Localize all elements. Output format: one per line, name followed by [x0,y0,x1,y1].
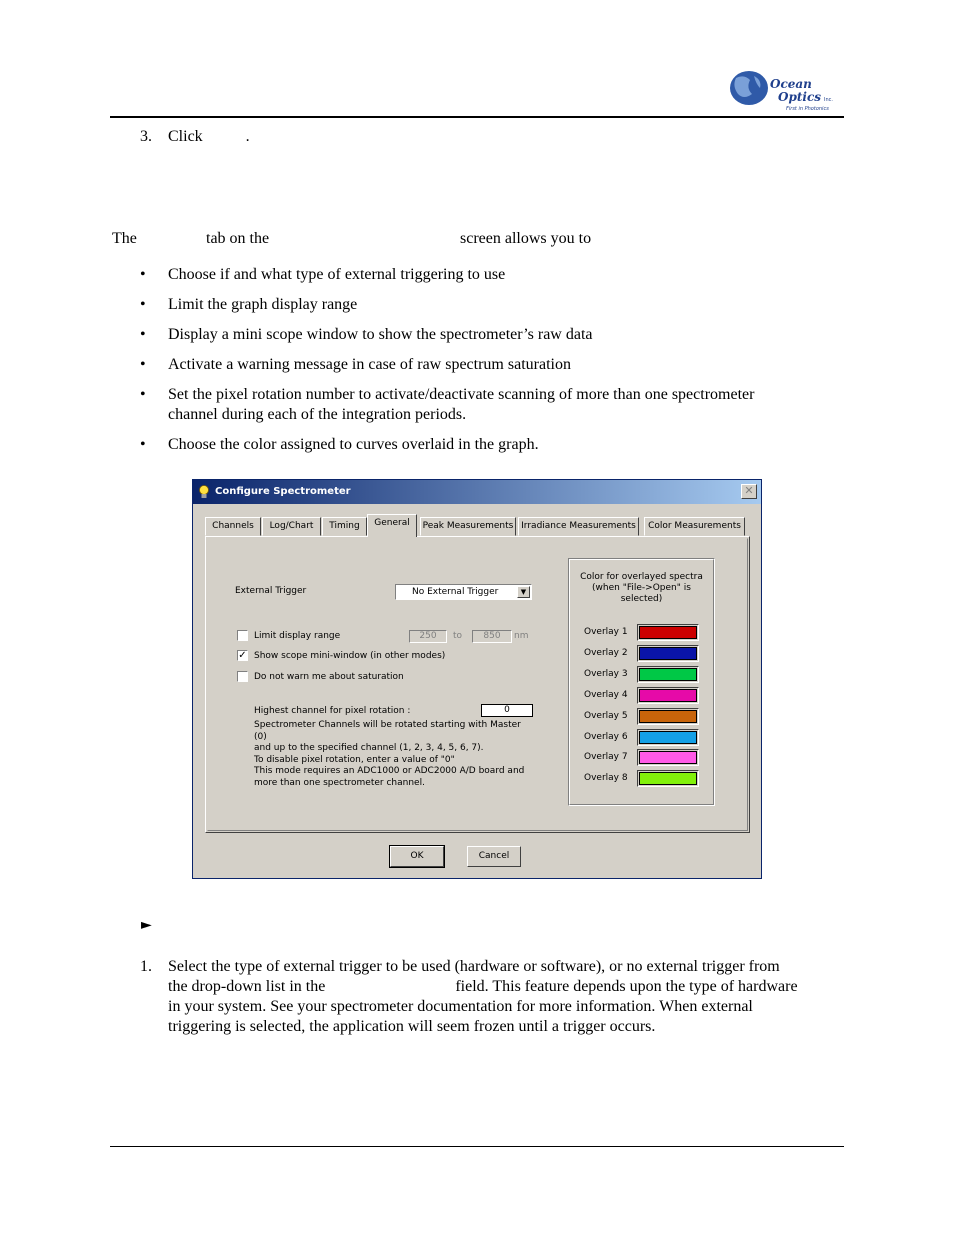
external-trigger-label: External Trigger [235,586,307,596]
note-line: Spectrometer Channels will be rotated starting with Master (0) [254,720,521,742]
overlay-5-color-fill [639,710,697,723]
dialog-title: Configure Spectrometer [215,486,351,497]
pixel-rotation-field[interactable]: 0 [481,704,533,717]
intro-word-2: tab on the [206,230,270,247]
intro-word-1: The [112,230,137,247]
close-icon: ✕ [744,484,754,497]
overlay-group-title-line: Color for overlayed spectra [580,572,703,582]
step-text-line: in your system. See your spectrometer documentation for more information. When external [168,998,753,1015]
list-item: • Display a mini scope window to show the spectrometer’s raw data [140,325,840,345]
step-text: Click [168,128,203,145]
step-text-part: field. This feature depends upon the type of hardware [455,978,798,995]
no-warn-saturation-checkbox[interactable] [237,671,248,682]
overlay-color-group [568,558,715,806]
cancel-button[interactable]: Cancel [467,846,521,867]
overlay-1-color-fill [639,626,697,639]
overlay-2-color-fill [639,647,697,660]
overlay-3-label: Overlay 3 [584,668,628,679]
chevron-down-icon[interactable]: ▼ [517,586,530,598]
footer-rule [110,1146,844,1147]
overlay-8-color-fill [639,772,697,785]
overlay-8-label: Overlay 8 [584,773,628,784]
step-text-part: the drop-down list in the [168,978,326,995]
list-item: • Set the pixel rotation number to activate/deactivate scanning of more than one spectrometer channel during each of the integration periods. [140,385,800,425]
range-to-label: to [453,631,463,641]
limit-display-range-checkbox[interactable] [237,630,248,641]
range-to-field[interactable]: 850 [472,630,512,643]
note-line: and up to the specified channel (1, 2, 3, 4, 5, 6, 7). [254,743,484,753]
overlay-4-label: Overlay 4 [584,689,628,700]
show-scope-label: Show scope mini-window (in other modes) [254,651,446,661]
list-item: • Choose if and what type of external triggering to use [140,265,840,285]
svg-text:Inc.: Inc. [824,97,833,103]
limit-display-range-label: Limit display range [254,631,341,641]
overlay-5-label: Overlay 5 [584,710,628,721]
overlay-8-color-swatch[interactable] [637,770,699,787]
pixel-rotation-label: Highest channel for pixel rotation : [254,706,411,716]
overlay-1-label: Overlay 1 [584,627,628,637]
tab-timing[interactable]: Timing [322,517,367,536]
ocean-optics-logo [726,66,844,120]
tab-log-chart[interactable]: Log/Chart [262,517,321,536]
range-unit-label: nm [514,631,529,641]
ok-button[interactable]: OK [390,846,444,867]
overlay-5-color-swatch[interactable] [637,708,699,725]
overlay-7-label: Overlay 7 [584,752,628,763]
checkmark-icon: ✓ [238,650,247,661]
intro-word-3: screen allows you to [460,230,592,247]
svg-text:First in Photonics: First in Photonics [786,106,829,112]
overlay-6-color-swatch[interactable] [637,729,699,746]
tab-irradiance-measurements[interactable]: Irradiance Measurements [518,517,639,536]
show-scope-checkbox[interactable] [237,650,248,661]
overlay-6-color-fill [639,731,697,744]
step-text-line [168,977,840,997]
configure-spectrometer-dialog [192,479,762,879]
tab-general[interactable]: General [367,514,417,537]
no-warn-saturation-label: Do not warn me about saturation [254,672,404,682]
step-text-line: triggering is selected, the application will seem frozen until a trigger occurs. [168,1018,656,1035]
overlay-7-color-fill [639,751,697,764]
procedure-arrow-icon: ► [141,917,152,933]
pixel-rotation-note [254,720,534,789]
header-rule [110,116,844,118]
step-end: . [245,128,250,145]
step-text-line: Select the type of external trigger to be used (hardware or software), or no external trigger from [168,958,780,975]
external-trigger-value: No External Trigger [412,587,499,597]
range-from-field[interactable]: 250 [409,630,447,643]
general-panel [205,536,750,833]
svg-text:Ocean: Ocean [770,77,812,91]
svg-text:Optics: Optics [778,90,822,104]
list-item: • Limit the graph display range [140,295,840,315]
overlay-6-label: Overlay 6 [584,731,628,742]
note-line: more than one spectrometer channel. [254,777,425,788]
close-button[interactable] [741,484,757,499]
overlay-4-color-fill [639,689,697,702]
tab-color-measurements[interactable]: Color Measurements [644,517,745,536]
note-line: To disable pixel rotation, enter a value of "0" [254,754,455,765]
list-item: • Choose the color assigned to curves overlaid in the graph. [140,435,840,455]
step-3 [140,128,250,146]
overlay-group-title [570,572,713,605]
feature-list [140,265,840,465]
lightbulb-icon [198,485,210,499]
overlay-3-color-swatch[interactable] [637,666,699,683]
note-line: This mode requires an ADC1000 or ADC2000 A/D board and [254,766,525,776]
step-number: 3. [140,128,152,145]
list-item: • Activate a warning message in case of raw spectrum saturation [140,355,840,375]
tab-peak-measurements[interactable]: Peak Measurements [420,517,516,536]
step-1 [140,957,840,1037]
overlay-2-color-swatch[interactable] [637,645,699,662]
overlay-1-color-swatch[interactable] [637,624,699,641]
overlay-group-title-line: (when "File->Open" is selected) [592,583,691,604]
overlay-3-color-fill [639,668,697,681]
overlay-7-color-swatch[interactable] [637,749,699,766]
tab-channels[interactable]: Channels [205,517,261,536]
step-number: 1. [140,958,152,975]
overlay-4-color-swatch[interactable] [637,687,699,704]
external-trigger-select[interactable] [395,584,532,600]
title-bar [193,480,761,504]
overlay-2-label: Overlay 2 [584,647,628,658]
